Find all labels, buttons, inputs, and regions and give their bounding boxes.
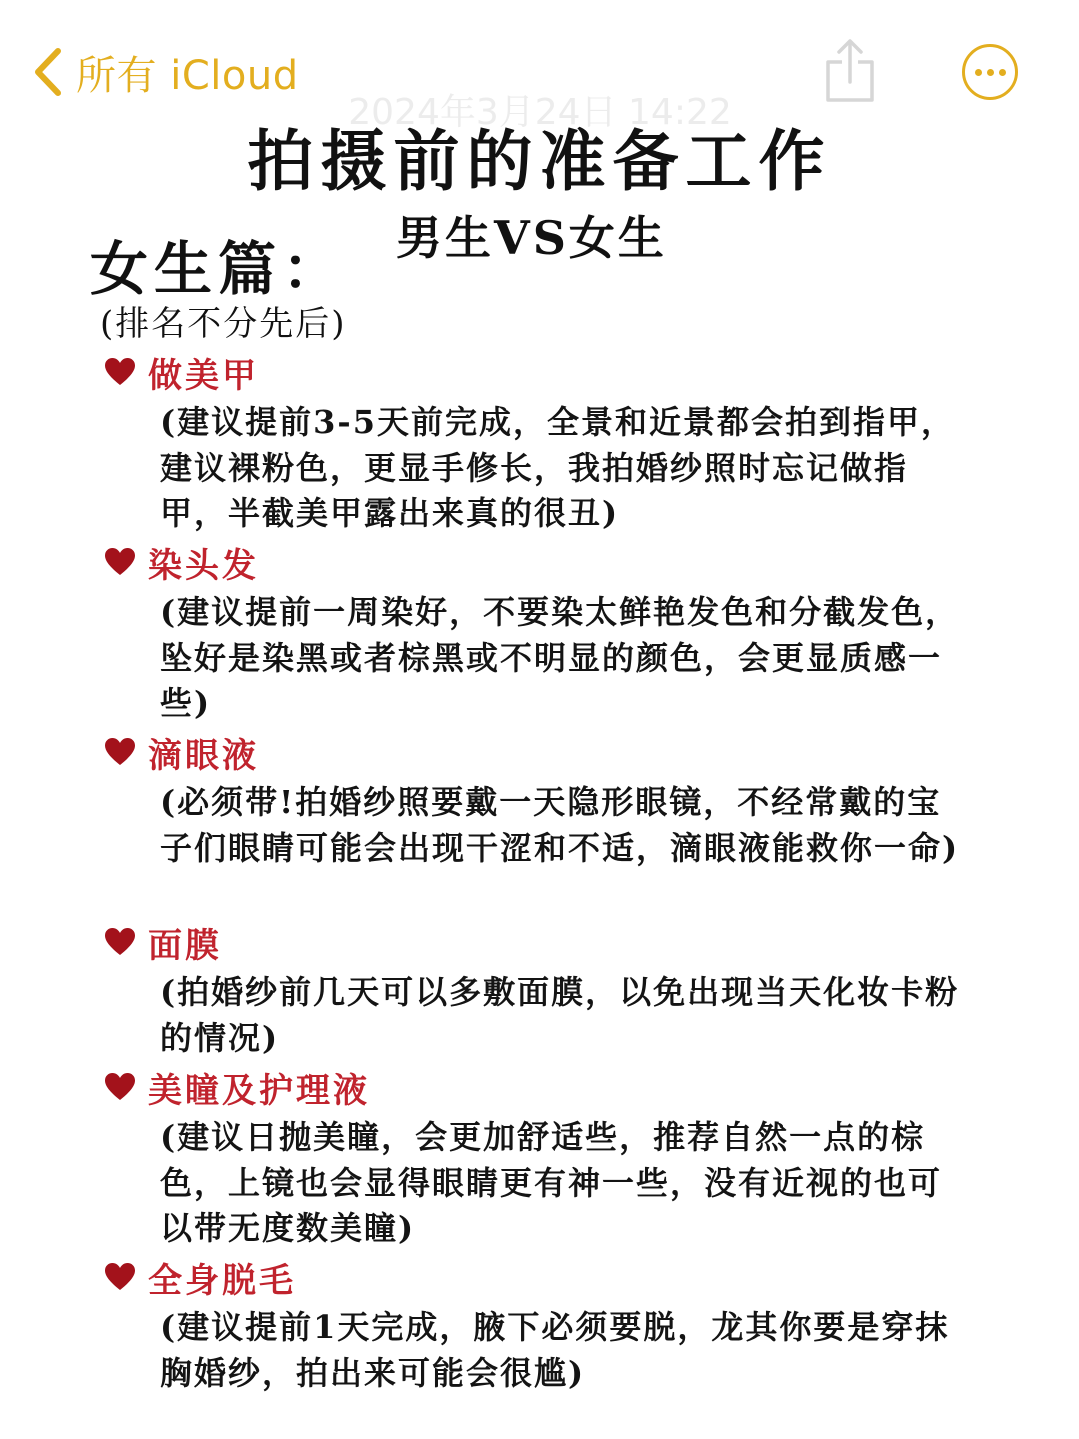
page-title: 拍摄前的准备工作	[247, 122, 832, 200]
chevron-left-icon	[30, 47, 64, 97]
more-icon	[975, 69, 982, 76]
share-icon	[822, 38, 878, 104]
item-title: 面膜	[148, 925, 222, 966]
item-description: (建议提前1天完成，腋下必须要脱，龙其你要是穿抹胸婚纱，拍出来可能会很尴)	[160, 1308, 950, 1392]
item-title: 美瞳及护理液	[148, 1070, 370, 1111]
heart-icon	[104, 1262, 136, 1292]
item-description: (建议提前3-5天前完成，全景和近景都会拍到指甲，建议裸粉色，更显手修长，我拍婚纱照时忘记做指甲，半截美甲露出来真的很丑)	[160, 403, 955, 532]
item-description: (建议日抛美瞳，会更加舒适些，推荐自然一点的棕色，上镜也会显得眼睛更有神一些，没有近视的也可以带无度数美瞳)	[160, 1118, 943, 1247]
page-subtitle: 男生VS女生	[396, 211, 667, 265]
heart-icon	[104, 547, 136, 577]
item-description: (建议提前一周染好，不要染太鲜艳发色和分截发色，坠好是染黑或者棕黑或不明显的颜色，会更显质感一些)	[160, 593, 960, 722]
navigation-bar	[0, 0, 1079, 133]
item-title: 全身脱毛	[148, 1260, 296, 1301]
item-description: (必须带!拍婚纱照要戴一天隐形眼镜，不经常戴的宝子们眼睛可能会出现干涩和不适，滴眼液能救你一命)	[160, 783, 960, 867]
list-item	[104, 1063, 1004, 1252]
ranking-note: (排名不分先后)	[100, 304, 347, 344]
list-item	[104, 728, 1004, 871]
list-item	[104, 918, 1004, 1061]
section-heading: 女生篇：	[90, 235, 347, 303]
heart-icon	[104, 357, 136, 387]
heart-icon	[104, 1072, 136, 1102]
heart-icon	[104, 737, 136, 767]
item-title: 染头发	[148, 545, 259, 586]
item-description: (拍婚纱前几天可以多敷面膜，以免出现当天化妆卡粉的情况)	[160, 973, 960, 1057]
more-options-button[interactable]	[962, 44, 1018, 100]
list-item	[104, 1253, 1004, 1396]
item-title: 做美甲	[148, 355, 259, 396]
back-label: 所有 iCloud	[76, 52, 299, 99]
share-button[interactable]	[822, 38, 878, 104]
list-item	[104, 348, 1004, 537]
item-title: 滴眼液	[148, 735, 259, 776]
back-button[interactable]	[30, 42, 299, 102]
heart-icon	[104, 927, 136, 957]
list-item	[104, 538, 1004, 727]
note-date: 2024年3月24日 14:22	[348, 92, 732, 133]
